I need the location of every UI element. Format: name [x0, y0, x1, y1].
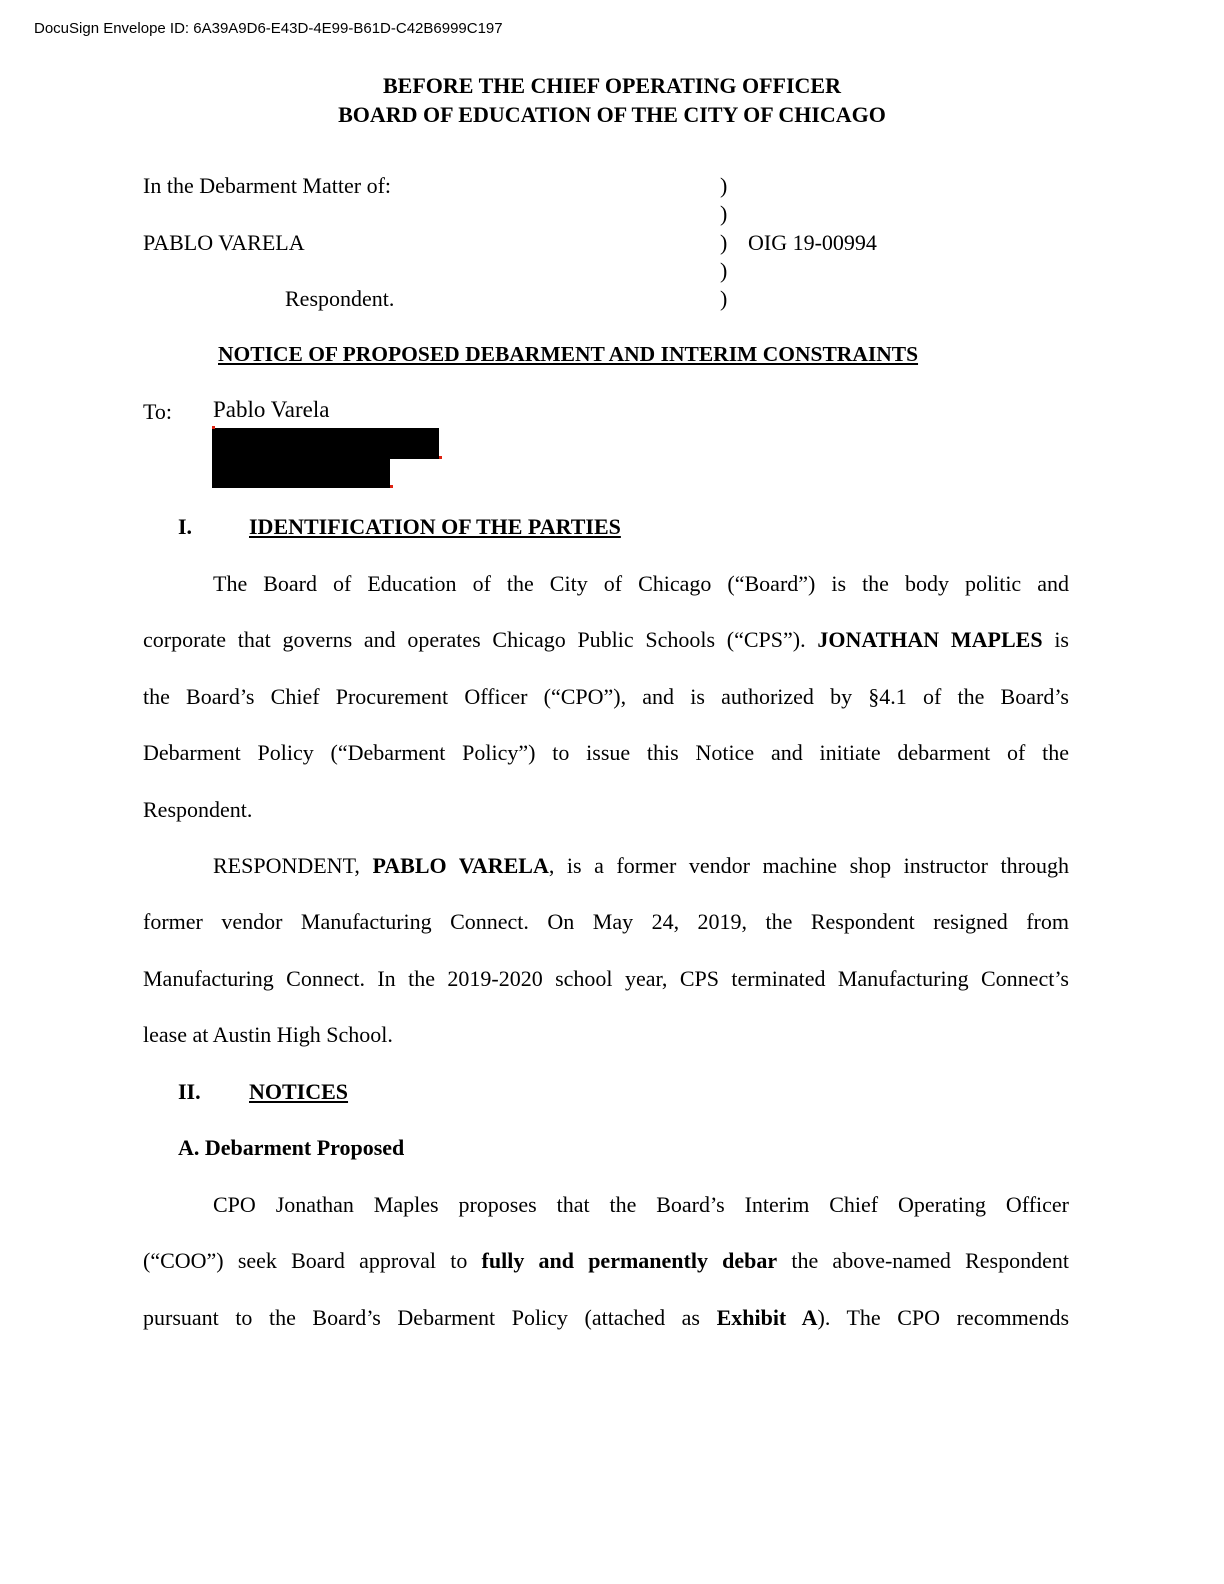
section-1-number: I. — [178, 514, 193, 539]
paragraph-line: lease at Austin High School. — [143, 1022, 393, 1047]
caption-paren: ) — [720, 201, 728, 226]
redaction-marker — [390, 485, 393, 488]
name-pablo-varela: PABLO VARELA — [372, 853, 549, 878]
caption-respondent-label: Respondent. — [285, 286, 395, 311]
to-name: Pablo Varela — [213, 397, 330, 422]
paragraph-line: Manufacturing Connect. In the 2019-2020 school year, CPS terminated Manufacturing Connect’s — [143, 966, 1069, 991]
caption-paren: ) — [720, 258, 728, 283]
paragraph-line: The Board of Education of the City of Chicago (“Board”) is the body politic and — [213, 571, 1069, 596]
name-jonathan-maples: JONATHAN MAPLES — [817, 627, 1043, 652]
paragraph-line: corporate that governs and operates Chicago Public Schools (“CPS”). JONATHAN MAPLES is — [143, 627, 1069, 652]
exhibit-a-reference: Exhibit A — [716, 1305, 818, 1330]
section-2-number: II. — [178, 1079, 201, 1104]
subsection-a-title: A. Debarment Proposed — [178, 1135, 405, 1160]
case-number: OIG 19-00994 — [748, 230, 877, 255]
heading-line-2: BOARD OF EDUCATION OF THE CITY OF CHICAGO — [338, 102, 886, 127]
paragraph-line: the Board’s Chief Procurement Officer (“CPO”), and is authorized by §4.1 of the Board’s — [143, 684, 1069, 709]
notice-title: NOTICE OF PROPOSED DEBARMENT AND INTERIM CONSTRAINTS — [218, 342, 919, 366]
paragraph-line: pursuant to the Board’s Debarment Policy (attached as Exhibit A). The CPO recommends — [143, 1305, 1070, 1330]
caption-respondent-name: PABLO VARELA — [143, 230, 305, 255]
docusign-envelope-id: DocuSign Envelope ID: 6A39A9D6-E43D-4E99-B61D-C42B6999C197 — [34, 20, 503, 37]
paragraph-line: former vendor Manufacturing Connect. On May 24, 2019, the Respondent resigned from — [143, 909, 1069, 934]
to-label: To: — [143, 399, 173, 424]
emphasis-debar: fully and permanently debar — [481, 1248, 778, 1273]
paragraph-line: RESPONDENT, PABLO VARELA, is a former vendor machine shop instructor through — [213, 853, 1069, 878]
paragraph-line: CPO Jonathan Maples proposes that the Board’s Interim Chief Operating Officer — [213, 1192, 1069, 1217]
redaction-marker — [439, 456, 442, 459]
caption-paren: ) — [720, 230, 728, 255]
section-1-title: IDENTIFICATION OF THE PARTIES — [249, 514, 621, 539]
caption-paren: ) — [720, 173, 728, 198]
redaction-marker — [212, 426, 215, 429]
redaction-box — [212, 428, 439, 459]
paragraph-line: (“COO”) seek Board approval to fully and permanently debar the above-named Respondent — [143, 1248, 1069, 1273]
redaction-box — [212, 457, 390, 488]
caption-matter: In the Debarment Matter of: — [143, 173, 392, 198]
section-2-title: NOTICES — [249, 1079, 349, 1104]
paragraph-line: Debarment Policy (“Debarment Policy”) to issue this Notice and initiate debarment of the — [143, 740, 1069, 765]
heading-line-1: BEFORE THE CHIEF OPERATING OFFICER — [383, 73, 841, 98]
paragraph-line: Respondent. — [143, 797, 253, 822]
caption-paren: ) — [720, 286, 728, 311]
